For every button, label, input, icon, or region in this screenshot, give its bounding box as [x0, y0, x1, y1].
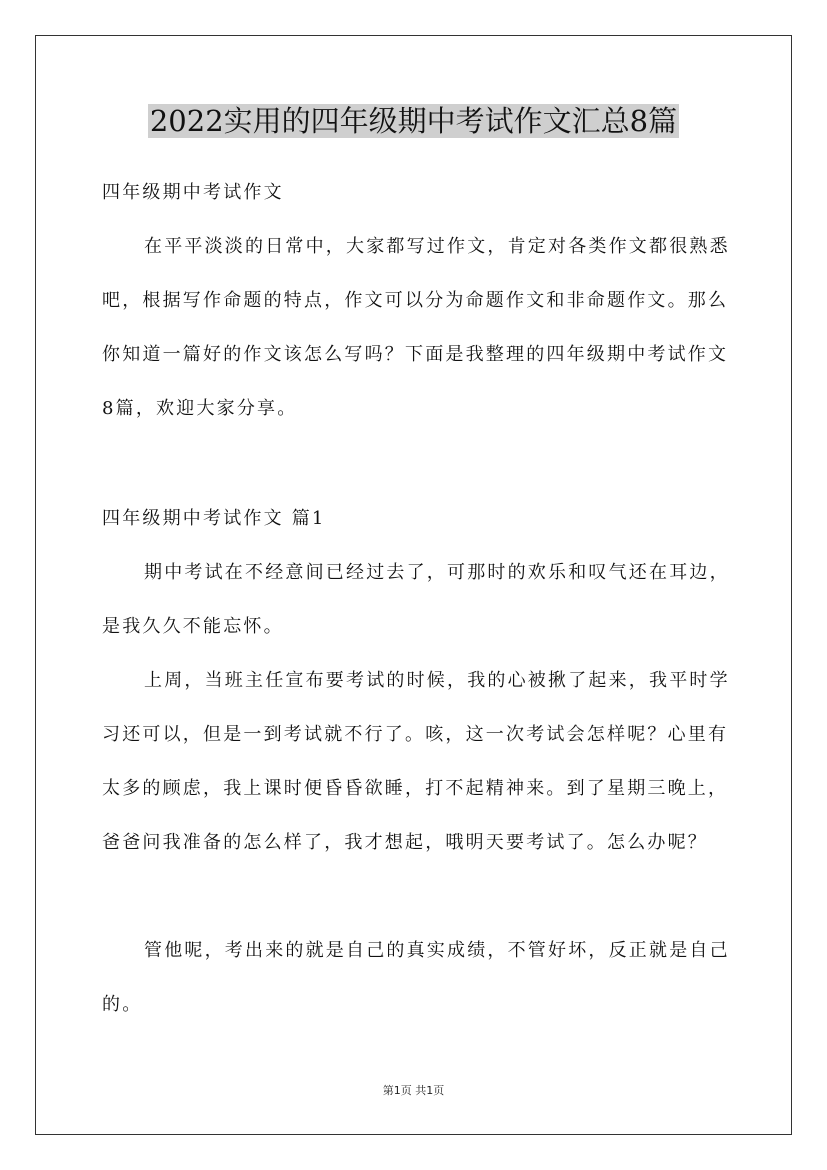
body-paragraph-3: 管他呢，考出来的就是自己的真实成绩，不管好坏，反正就是自己的。: [102, 940, 730, 1015]
body-paragraph-2: 上周，当班主任宣布要考试的时候，我的心被揪了起来，我平时学习还可以，但是一到考试就不行了。咳，这一次考试会怎样呢？心里有太多的顾虑，我上课时便昏昏欲睡，打不起精神来。到了星期三晚上，爸爸问我准备的怎么样了，我才想起，哦明天要考试了。怎么办呢？: [102, 670, 730, 853]
intro-paragraph: 在平平淡淡的日常中，大家都写过作文，肯定对各类作文都很熟悉吧，根据写作命题的特点，作文可以分为命题作文和非命题作文。那么你知道一篇好的作文该怎么写吗？下面是我整理的四年级期中考试作文8篇，欢迎大家分享。: [102, 236, 730, 419]
body-paragraph-1: 期中考试在不经意间已经过去了，可那时的欢乐和叹气还在耳边，是我久久不能忘怀。: [102, 562, 730, 637]
page-number-label: 第1页 共1页: [382, 1084, 445, 1097]
document-title-text: 2022实用的四年级期中考试作文汇总8篇: [149, 104, 678, 138]
page-footer: [0, 1082, 827, 1098]
document-title: [0, 100, 827, 142]
section-heading: 四年级期中考试作文 篇1: [102, 508, 326, 529]
intro-heading: 四年级期中考试作文: [102, 182, 284, 203]
